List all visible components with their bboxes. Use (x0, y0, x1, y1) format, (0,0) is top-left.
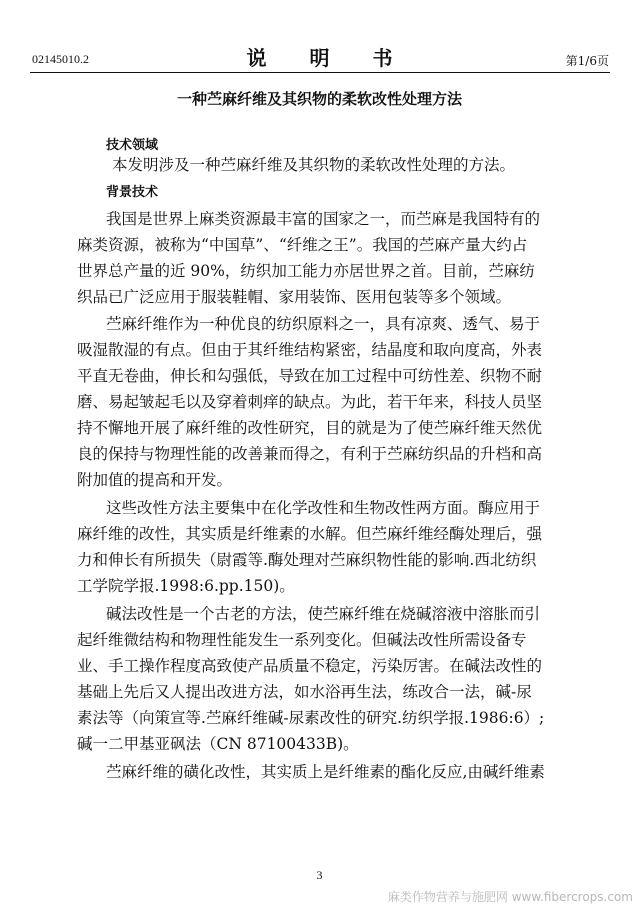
paragraph-line: 麻类资源，被称为“中国草”、“纤维之王”。我国的苎麻产量大约占 (77, 236, 528, 254)
paragraph-line: 业、手工操作程度高致使产品质量不稳定，污染厉害。在碱法改性的 (77, 657, 543, 675)
paragraph-line: 平直无卷曲，伸长和勾强低，导致在加工过程中可纺性差、织物不耐 (77, 367, 543, 385)
paragraph-line: 麻纤维的改性，其实质是纤维素的水解。但苎麻纤维经酶处理后，强 (77, 525, 543, 543)
paragraph-line: 基础上先后又人提出改进方法，如水浴再生法，练改合一法，碱-尿 (77, 683, 532, 701)
paragraph-line: 苎麻纤维的磺化改性，其实质上是纤维素的酯化反应,由碱纤维素 (106, 763, 545, 781)
paragraph-line: 世界总产量的近 90%，纺织加工能力亦居世界之首。目前，苎麻纺 (77, 262, 535, 280)
header-rule (30, 72, 610, 73)
paragraph-line: 持不懈地开展了麻纤维的改性研究，目的就是为了使苎麻纤维天然优 (77, 419, 543, 437)
paragraph-line: 附加值的提高和开发。 (77, 471, 233, 489)
paragraph-line: 这些改性方法主要集中在化学改性和生物改性两方面。酶应用于 (106, 499, 541, 517)
section-heading-tech-field: 技术领域 (106, 138, 159, 153)
page-number: 3 (316, 868, 323, 882)
site-watermark: 麻类作物营养与施肥网 www.fibercrops.com (387, 890, 633, 904)
paragraph-line: 工学院学报.1998:6.pp.150)。 (77, 577, 295, 595)
paragraph-line: 力和伸长有所损失（尉霞等.酶处理对苎麻织物性能的影响.西北纺织 (77, 551, 537, 569)
paragraph-line: 苎麻纤维作为一种优良的纺织原料之一，具有凉爽、透气、易于 (106, 315, 541, 333)
tech-field-text: 本发明涉及一种苎麻纤维及其织物的柔软改性处理的方法。 (112, 156, 516, 174)
document-title: 一种苎麻纤维及其织物的柔软改性处理方法 (176, 90, 462, 108)
paragraph-line: 吸湿散湿的有点。但由于其纤维结构紧密，结晶度和取向度高，外表 (77, 341, 543, 359)
paragraph-line: 起纤维微结构和物理性能发生一系列变化。但碱法改性所需设备专 (77, 631, 527, 649)
paragraph-line: 碱一二甲基亚砜法（CN 87100433B)。 (77, 735, 359, 753)
paragraph-line: 磨、易起皱起毛以及穿着刺痒的缺点。为此，若干年来，科技人员坚 (77, 393, 543, 411)
paragraph-line: 织品已广泛应用于服装鞋帽、家用装饰、医用包装等多个领域。 (77, 288, 512, 306)
paragraph-line: 碱法改性是一个古老的方法，使苎麻纤维在烧碱溶液中溶胀而引 (106, 605, 541, 623)
paragraph-line: 良的保持与物理性能的改善兼而得之，有利于苎麻纺织品的升档和高 (77, 445, 543, 463)
page-header (0, 0, 639, 80)
paragraph-line: 我国是世界上麻类资源最丰富的国家之一，而苎麻是我国特有的 (106, 210, 541, 228)
paragraph-line: 素法等（向策宣等.苎麻纤维碱-尿素改性的研究.纺织学报.1986:6）; (77, 709, 545, 727)
page-indicator: 第1/6页 (565, 54, 609, 68)
document-number: 02145010.2 (32, 52, 89, 66)
document-type: 说 明 书 (246, 46, 411, 70)
section-heading-background: 背景技术 (106, 185, 159, 200)
